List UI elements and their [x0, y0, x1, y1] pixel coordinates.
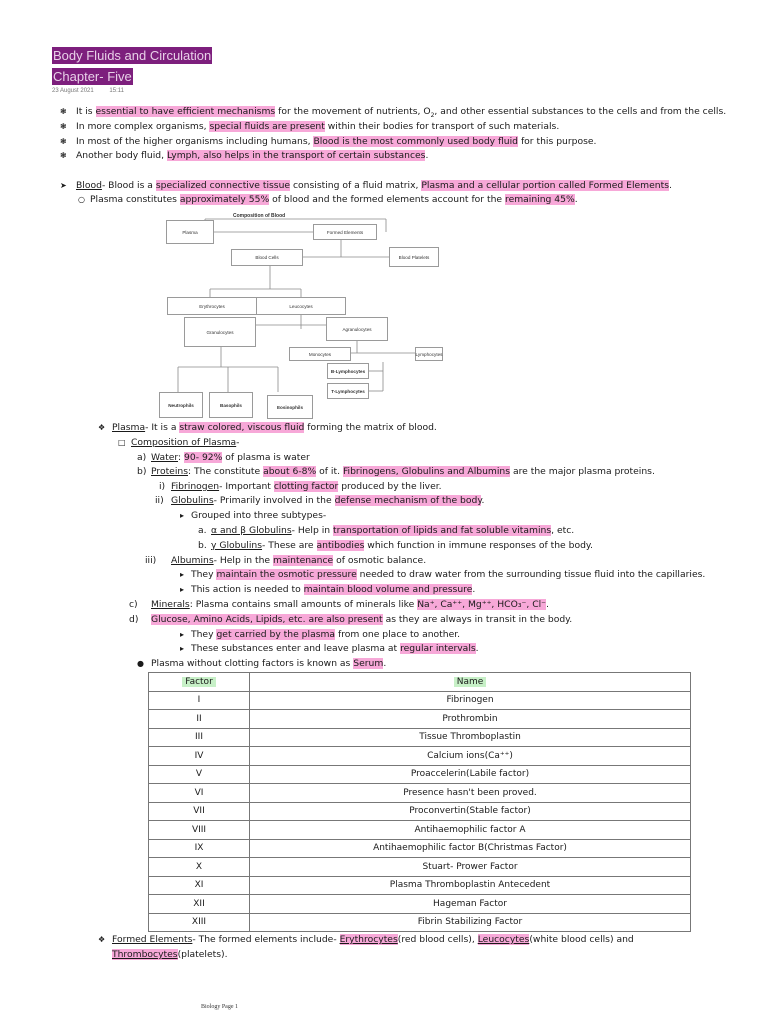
intro-bullet-1: ❃ It is essential to have efficient mechanisms for the movement of nutrients, $O_2$, and other essential substances to the cells and from the cells. — [60, 106, 727, 119]
node-blood-platelets: Blood Platelets — [389, 247, 439, 267]
arrow-bullet-icon: ➤ — [60, 181, 67, 190]
factor-name-cell: Presence hasn't been proved. — [250, 784, 691, 803]
flower-bullet-icon: ❃ — [60, 107, 67, 116]
table-row — [149, 765, 691, 784]
table-row — [149, 876, 691, 895]
blood-composition-diagram — [153, 207, 443, 419]
flower-bullet-icon: ❃ — [60, 151, 67, 160]
triangle-bullet-icon: ▸ — [180, 511, 185, 520]
column-header-factor: Factor — [149, 673, 250, 692]
triangle-bullet-icon: ▸ — [180, 585, 185, 594]
plasma-definition: ❖ Plasma- It is a straw colored, viscous fluid forming the matrix of blood. — [98, 422, 437, 433]
table-row — [149, 784, 691, 803]
chapter-subtitle: Chapter- Five — [53, 69, 132, 84]
factor-number-cell: XIII — [149, 913, 250, 932]
page-footer: Biology Page 1 — [201, 1004, 238, 1010]
node-agranulocytes: Agranulocytes — [326, 317, 388, 341]
item-fibrinogen: i) Fibrinogen- Important clotting factor produced by the liver. — [159, 481, 442, 492]
flower-bullet-icon: ❃ — [60, 137, 67, 146]
clotting-factors-table — [148, 672, 691, 932]
page-title: Body Fluids and Circulation — [53, 48, 212, 63]
node-neutrophils: Neutrophils — [159, 392, 203, 418]
triangle-bullet-icon: ▸ — [180, 570, 185, 579]
albumin-osmotic: ▸ They maintain the osmotic pressure needed to draw water from the surrounding tissue fluid into the capillaries. — [180, 569, 706, 580]
factor-name-cell: Fibrin Stabilizing Factor — [250, 913, 691, 932]
factor-name-cell: Hageman Factor — [250, 895, 691, 914]
table-row — [149, 858, 691, 877]
node-monocytes: Monocytes — [289, 347, 351, 361]
formed-elements-definition: ❖ Formed Elements- The formed elements include- Erythrocytes(red blood cells), Leucocytes(white blood cells) and — [98, 934, 634, 945]
note-meta — [52, 88, 138, 94]
node-basophils: Basophils — [209, 392, 253, 418]
node-leucocytes: Leucocytes — [256, 297, 346, 315]
node-b-lymphocytes: B-Lymphocytes — [327, 363, 369, 379]
triangle-bullet-icon: ▸ — [180, 630, 185, 639]
node-erythrocytes: Erythrocytes — [167, 297, 257, 315]
intro-bullet-3: ❃ In most of the higher organisms including humans, Blood is the most commonly used body fluid for this purpose. — [60, 136, 597, 147]
factor-name-cell: Tissue Thromboplastin — [250, 728, 691, 747]
item-minerals: c) Minerals: Plasma contains small amounts of minerals like Na⁺, Ca⁺⁺, Mg⁺⁺, HCO₃⁻, Cl⁻. — [129, 599, 549, 610]
table-row — [149, 821, 691, 840]
table-body — [149, 691, 691, 932]
table-row — [149, 839, 691, 858]
factor-name-cell: Fibrinogen — [250, 691, 691, 710]
albumin-volume: ▸ This action is needed to maintain blood volume and pressure. — [180, 584, 476, 595]
factor-number-cell: V — [149, 765, 250, 784]
table-row — [149, 895, 691, 914]
plasma-proportion: ○ Plasma constitutes approximately 55% of blood and the formed elements account for the remaining 45%. — [78, 194, 578, 205]
factor-name-cell: Antihaemophilic factor A — [250, 821, 691, 840]
triangle-bullet-icon: ▸ — [180, 644, 185, 653]
intro-bullet-2: ❃ In more complex organisms, special fluids are present within their bodies for transport of such materials. — [60, 121, 560, 132]
diamond-bullet-icon: ❖ — [98, 935, 106, 944]
diagram-title: Composition of Blood — [233, 213, 286, 219]
blood-definition: ➤ Blood- Blood is a specialized connective tissue consisting of a fluid matrix, Plasma and a cellular portion called Formed Elements. — [60, 180, 672, 191]
globulin-subtypes: ▸ Grouped into three subtypes- — [180, 510, 327, 521]
table-header-row — [149, 673, 691, 692]
factor-name-cell: Proaccelerin(Labile factor) — [250, 765, 691, 784]
node-formed-elements: Formed Elements — [313, 224, 377, 240]
factor-number-cell: VI — [149, 784, 250, 803]
factor-number-cell: IX — [149, 839, 250, 858]
item-alpha-beta-globulins: a. α and β Globulins- Help in transportation of lipids and fat soluble vitamins, etc. — [198, 525, 575, 536]
serum-definition: ● Plasma without clotting factors is known as Serum. — [137, 658, 387, 669]
square-bullet-icon: □ — [118, 438, 126, 447]
dot-bullet-icon: ● — [137, 659, 144, 668]
item-gamma-globulins: b. γ Globulins- These are antibodies which function in immune responses of the body. — [198, 540, 593, 551]
table-row — [149, 691, 691, 710]
factor-number-cell: VII — [149, 802, 250, 821]
node-granulocytes: Granulocytes — [184, 317, 256, 347]
factor-number-cell: XI — [149, 876, 250, 895]
diamond-bullet-icon: ❖ — [98, 423, 106, 432]
node-eosinophils: Eosinophils — [267, 395, 313, 419]
note-time: 15:11 — [109, 88, 124, 94]
table-row — [149, 913, 691, 932]
factor-number-cell: II — [149, 710, 250, 729]
item-proteins: b) Proteins: The constitute about 6-8% of it. Fibrinogens, Globulins and Albumins are the major plasma proteins. — [137, 466, 655, 477]
factor-name-cell: Antihaemophilic factor B(Christmas Factor) — [250, 839, 691, 858]
table-row — [149, 728, 691, 747]
flower-bullet-icon: ❃ — [60, 122, 67, 131]
composition-heading: □ Composition of Plasma- — [118, 437, 240, 448]
intro-bullet-4: ❃ Another body fluid, Lymph, also helps in the transport of certain substances. — [60, 150, 429, 161]
circle-bullet-icon: ○ — [78, 195, 85, 204]
glucose-carried: ▸ They get carried by the plasma from one place to another. — [180, 629, 461, 640]
item-water: a) Water: 90- 92% of plasma is water — [137, 452, 310, 463]
node-plasma: Plasma — [166, 220, 214, 244]
factor-name-cell: Prothrombin — [250, 710, 691, 729]
table-row — [149, 710, 691, 729]
formed-elements-continued: Thrombocytes(platelets). — [112, 949, 228, 960]
item-globulins: ii) Globulins- Primarily involved in the defense mechanism of the body. — [155, 495, 485, 506]
glucose-intervals: ▸ These substances enter and leave plasma at regular intervals. — [180, 643, 479, 654]
factor-number-cell: VIII — [149, 821, 250, 840]
item-glucose: d) Glucose, Amino Acids, Lipids, etc. are also present as they are always in transit in the body. — [129, 614, 573, 625]
node-lymphocytes: Lymphocytes — [415, 347, 443, 361]
table-row — [149, 802, 691, 821]
factor-number-cell: III — [149, 728, 250, 747]
note-date: 23 August 2021 — [52, 88, 94, 94]
factor-number-cell: X — [149, 858, 250, 877]
factor-name-cell: Proconvertin(Stable factor) — [250, 802, 691, 821]
factor-name-cell: Stuart- Prower Factor — [250, 858, 691, 877]
factor-number-cell: I — [149, 691, 250, 710]
item-albumins: iii) Albumins- Help in the maintenance of osmotic balance. — [145, 555, 427, 566]
factor-number-cell: IV — [149, 747, 250, 766]
node-t-lymphocytes: T-Lymphocytes — [327, 383, 369, 399]
column-header-name: Name — [250, 673, 691, 692]
factor-name-cell: Calcium ions(Ca⁺⁺) — [250, 747, 691, 766]
factor-name-cell: Plasma Thromboplastin Antecedent — [250, 876, 691, 895]
table-row — [149, 747, 691, 766]
node-blood-cells: Blood Cells — [231, 249, 303, 266]
factor-number-cell: XII — [149, 895, 250, 914]
